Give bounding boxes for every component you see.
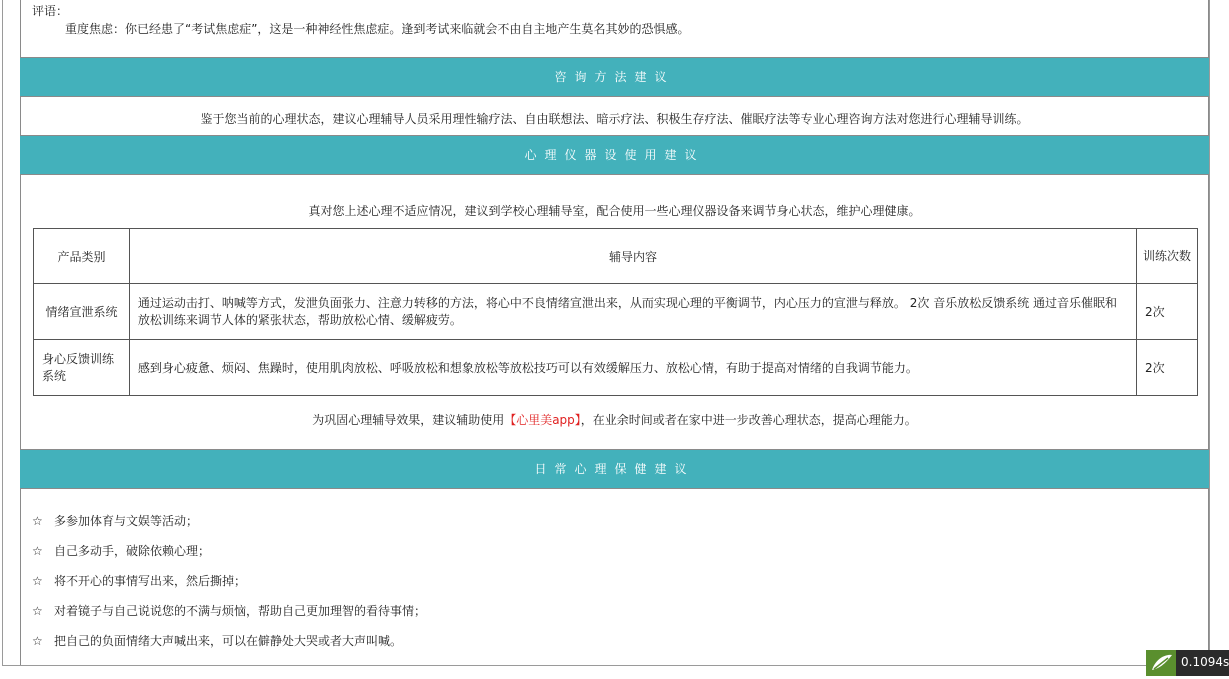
table-row bbox=[34, 284, 1198, 340]
debug-timer-badge[interactable] bbox=[1146, 650, 1229, 676]
table-cell-count: 2次 bbox=[1137, 340, 1198, 396]
table-header-category: 产品类别 bbox=[34, 229, 130, 284]
daily-section-header: 日常心理保健建议 bbox=[20, 450, 1209, 488]
app-recommendation-suffix: ，在业余时间或者在家中进一步改善心理状态，提高心理能力。 bbox=[580, 413, 917, 427]
timer-value: 0.1094s bbox=[1181, 655, 1229, 669]
report-page bbox=[2, 0, 1210, 666]
consult-box bbox=[20, 96, 1209, 136]
table-cell-category: 情绪宣泄系统 bbox=[34, 284, 130, 340]
app-recommendation bbox=[21, 411, 1208, 428]
star-icon: ☆ bbox=[32, 574, 43, 588]
list-item: ☆ 多参加体育与文娱等活动； bbox=[32, 514, 199, 528]
app-name-link[interactable]: 【心里美app】 bbox=[504, 413, 581, 427]
evaluation-box bbox=[20, 0, 1209, 58]
table-header-count: 训练次数 bbox=[1137, 229, 1198, 284]
consult-section-header: 咨询方法建议 bbox=[20, 58, 1209, 96]
table-header-row bbox=[34, 229, 1198, 284]
evaluation-text: 重度焦虑：你已经患了“考试焦虑症”，这是一种神经性焦虑症。逢到考试来临就会不由自主地产生莫名其妙的恐惧感。 bbox=[65, 22, 690, 36]
list-item: ☆ 把自己的负面情绪大声喊出来，可以在僻静处大哭或者大声叫喊。 bbox=[32, 634, 403, 648]
consult-text: 鉴于您当前的心理状态，建议心理辅导人员采用理性输疗法、自由联想法、暗示疗法、积极生存疗法、催眠疗法等专业心理咨询方法对您进行心理辅导训练。 bbox=[200, 112, 1029, 126]
star-icon: ☆ bbox=[32, 604, 43, 618]
instrument-section-header: 心理仪器设使用建议 bbox=[20, 136, 1209, 174]
table-cell-count: 2次 bbox=[1137, 284, 1198, 340]
instrument-box bbox=[20, 174, 1209, 450]
table-cell-content: 感到身心疲惫、烦闷、焦躁时，使用肌肉放松、呼吸放松和想象放松等放松技巧可以有效缓解压力、放松心情，有助于提高对情绪的自我调节能力。 bbox=[129, 340, 1136, 396]
evaluation-label: 评语： bbox=[32, 4, 69, 18]
tips-list bbox=[32, 513, 426, 663]
app-recommendation-prefix: 为巩固心理辅导效果，建议辅助使用 bbox=[312, 413, 505, 427]
daily-box bbox=[20, 488, 1209, 666]
table-cell-category: 身心反馈训练系统 bbox=[34, 340, 130, 396]
star-icon: ☆ bbox=[32, 514, 43, 528]
table-header-content: 辅导内容 bbox=[129, 229, 1136, 284]
list-item: ☆ 将不开心的事情写出来，然后撕掉； bbox=[32, 574, 247, 588]
star-icon: ☆ bbox=[32, 634, 43, 648]
list-item: ☆ 对着镜子与自己说说您的不满与烦恼，帮助自己更加理智的看待事情； bbox=[32, 604, 427, 618]
table-row bbox=[34, 340, 1198, 396]
table-cell-content: 通过运动击打、呐喊等方式，发泄负面张力、注意力转移的方法，将心中不良情绪宣泄出来，从而实现心理的平衡调节，内心压力的宣泄与释放。 2次 音乐放松反馈系统 通过音乐催眠和放松训练来调节人体的紧张状态，帮助放松心情、缓解疲劳。 bbox=[129, 284, 1136, 340]
instrument-intro: 真对您上述心理不适应情况，建议到学校心理辅导室，配合使用一些心理仪器设备来调节身心状态，维护心理健康。 bbox=[308, 204, 921, 218]
leaf-logo-icon bbox=[1146, 650, 1176, 676]
instrument-table bbox=[33, 228, 1198, 396]
star-icon: ☆ bbox=[32, 544, 43, 558]
list-item: ☆ 自己多动手，破除依赖心理； bbox=[32, 544, 211, 558]
